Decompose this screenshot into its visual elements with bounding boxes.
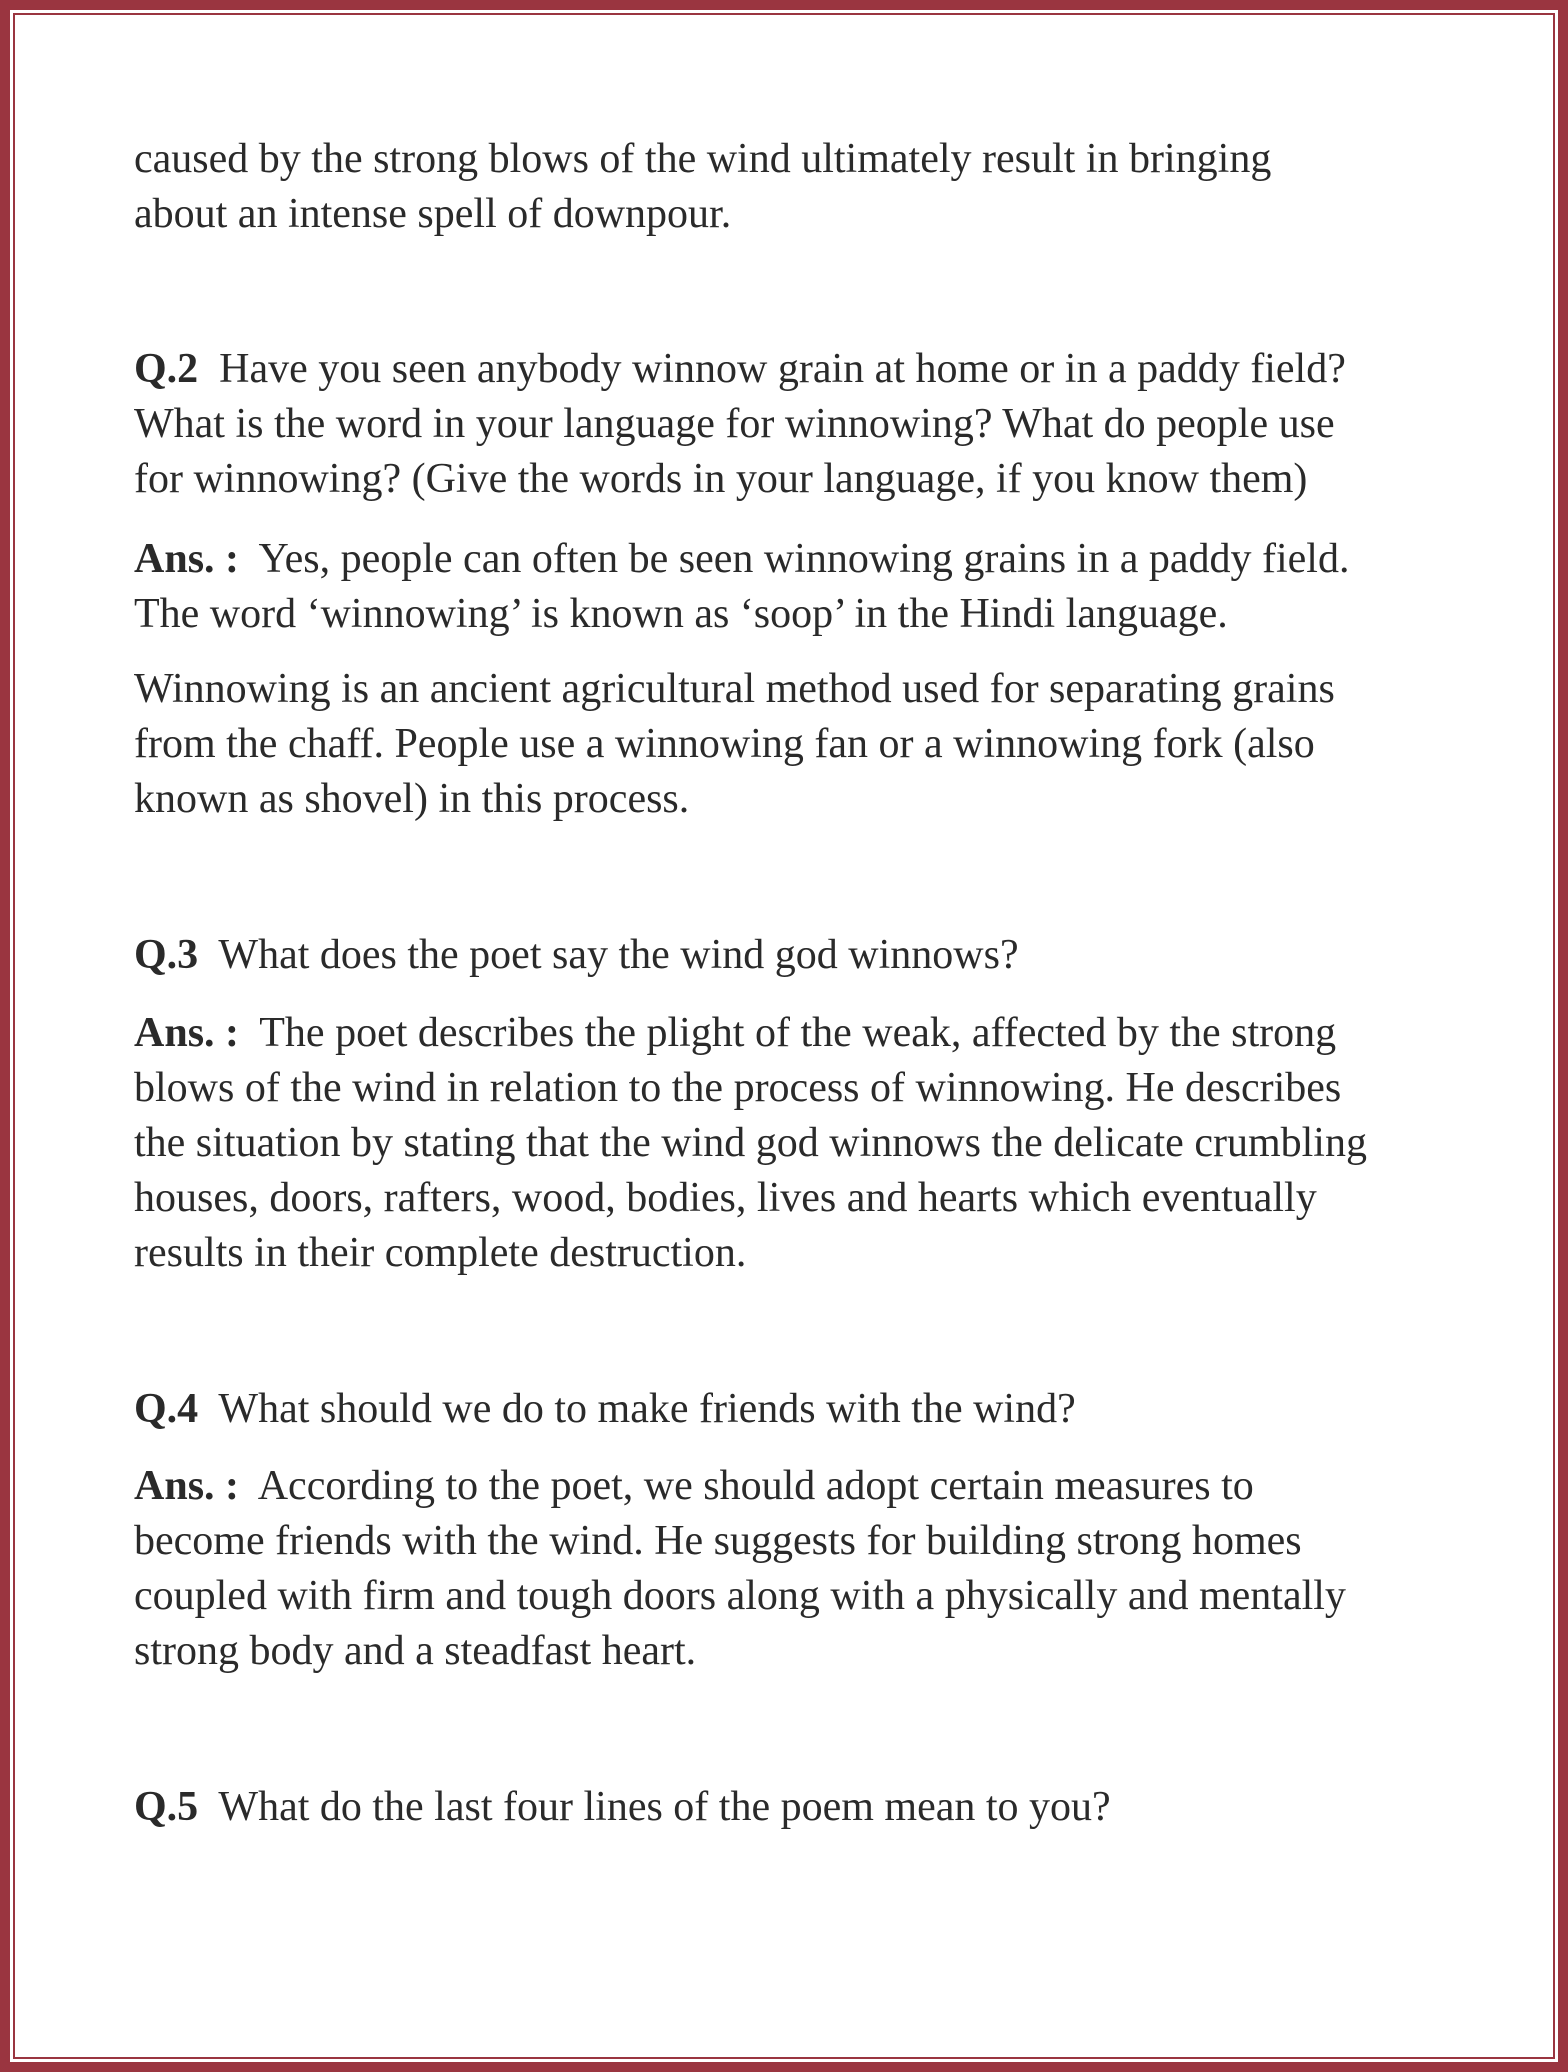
intro-paragraph xyxy=(134,132,1434,242)
question-label: Q.5 xyxy=(134,1784,199,1830)
answer-4 xyxy=(134,1459,1434,1679)
text-line: caused by the strong blows of the wind ultimately result in bringing xyxy=(134,136,1272,182)
answer-text: the situation by stating that the wind god winnows the delicate crumbling xyxy=(134,1120,1367,1166)
answer-text: become friends with the wind. He suggests for building strong homes xyxy=(134,1518,1302,1564)
answer-text: results in their complete destruction. xyxy=(134,1230,747,1276)
answer-text: blows of the wind in relation to the process of winnowing. He describes xyxy=(134,1065,1342,1111)
question-3 xyxy=(134,928,1434,983)
question-4 xyxy=(134,1382,1434,1437)
question-2 xyxy=(134,342,1434,507)
answer-2-paragraph-2 xyxy=(134,662,1434,827)
answer-text: The word ‘winnowing’ is known as ‘soop’ in the Hindi language. xyxy=(134,591,1228,637)
question-text: What is the word in your language for winnowing? What do people use xyxy=(134,401,1335,447)
answer-text: The poet describes the plight of the weak, affected by the strong xyxy=(259,1010,1337,1056)
question-text: Have you seen anybody winnow grain at home or in a paddy field? xyxy=(219,346,1346,392)
answer-text: According to the poet, we should adopt certain measures to xyxy=(257,1463,1254,1509)
answer-label: Ans. : xyxy=(134,1463,240,1509)
question-text: What should we do to make friends with the wind? xyxy=(218,1386,1076,1432)
question-text: What do the last four lines of the poem mean to you? xyxy=(218,1784,1111,1830)
answer-3 xyxy=(134,1006,1434,1281)
question-text: What does the poet say the wind god winnows? xyxy=(218,932,1019,978)
answer-text: coupled with firm and tough doors along with a physically and mentally xyxy=(134,1573,1346,1619)
question-label: Q.2 xyxy=(134,346,199,392)
answer-text: Winnowing is an ancient agricultural method used for separating grains xyxy=(134,666,1335,712)
answer-text: houses, doors, rafters, wood, bodies, lives and hearts which eventually xyxy=(134,1175,1317,1221)
answer-label: Ans. : xyxy=(134,536,240,582)
text-line: about an intense spell of downpour. xyxy=(134,191,732,237)
answer-text: strong body and a steadfast heart. xyxy=(134,1628,697,1674)
question-label: Q.4 xyxy=(134,1386,199,1432)
answer-2 xyxy=(134,532,1434,642)
answer-text: from the chaff. People use a winnowing fan or a winnowing fork (also xyxy=(134,721,1315,767)
answer-label: Ans. : xyxy=(134,1010,240,1056)
question-label: Q.3 xyxy=(134,932,199,978)
question-5 xyxy=(134,1780,1434,1835)
answer-text: known as shovel) in this process. xyxy=(134,776,690,822)
answer-text: Yes, people can often be seen winnowing grains in a paddy field. xyxy=(258,536,1350,582)
question-text: for winnowing? (Give the words in your language, if you know them) xyxy=(134,456,1308,502)
